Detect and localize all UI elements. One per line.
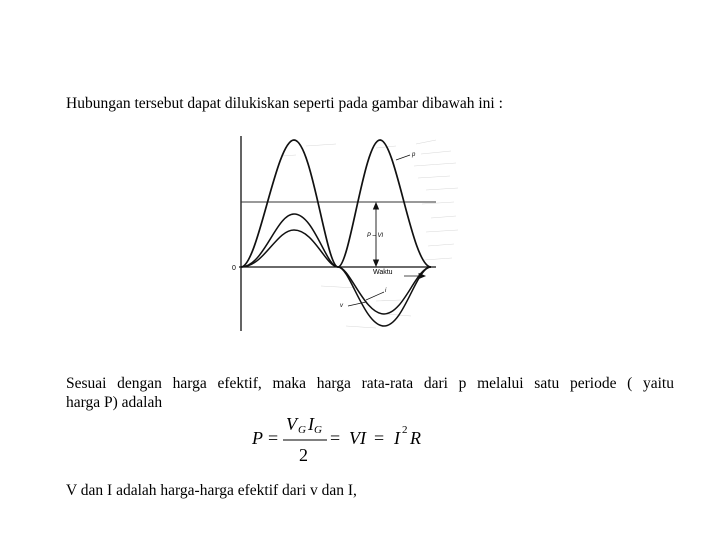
current-curve-i <box>241 230 431 314</box>
leader-lines <box>348 155 410 306</box>
formula-denominator: 2 <box>299 445 308 465</box>
formula-P: P <box>252 428 263 448</box>
time-label: Waktu <box>373 269 393 276</box>
v-curve-label: v <box>340 303 343 309</box>
average-power-label: P – VI <box>367 233 384 239</box>
fraction-bar <box>283 439 327 442</box>
power-formula <box>250 414 440 470</box>
paragraph-2-line-2: harga P) adalah <box>66 394 163 411</box>
i-curve-label: i <box>385 288 387 294</box>
origin-label: 0 <box>232 265 236 272</box>
voltage-curve-v <box>241 214 431 326</box>
formula-numerator-sub-2: G <box>314 424 322 436</box>
paragraph-3: V dan I adalah harga-harga efektif dari v dan I, <box>66 482 357 499</box>
formula-numerator-sub-1: G <box>298 424 306 436</box>
formula-numerator-V: V <box>286 414 297 434</box>
intro-text: Hubungan tersebut dapat dilukiskan seperti pada gambar dibawah ini : <box>66 95 503 112</box>
formula-equals-2: = <box>330 428 341 448</box>
formula-VI: VI <box>349 428 366 448</box>
power-waveform-figure <box>226 126 466 338</box>
formula-R: R <box>410 428 421 448</box>
p-curve-label: p <box>412 152 416 158</box>
formula-equals-3: = <box>374 428 385 448</box>
paragraph-2-line-1: Sesuai dengan harga efektif, maka harga rata-rata dari p melalui satu periode ( yaitu <box>66 375 674 392</box>
formula-square: 2 <box>402 424 408 436</box>
formula-equals-1: = <box>268 428 279 448</box>
formula-numerator-I: I <box>308 414 314 434</box>
waveform-svg <box>226 126 466 338</box>
formula-I: I <box>394 428 400 448</box>
